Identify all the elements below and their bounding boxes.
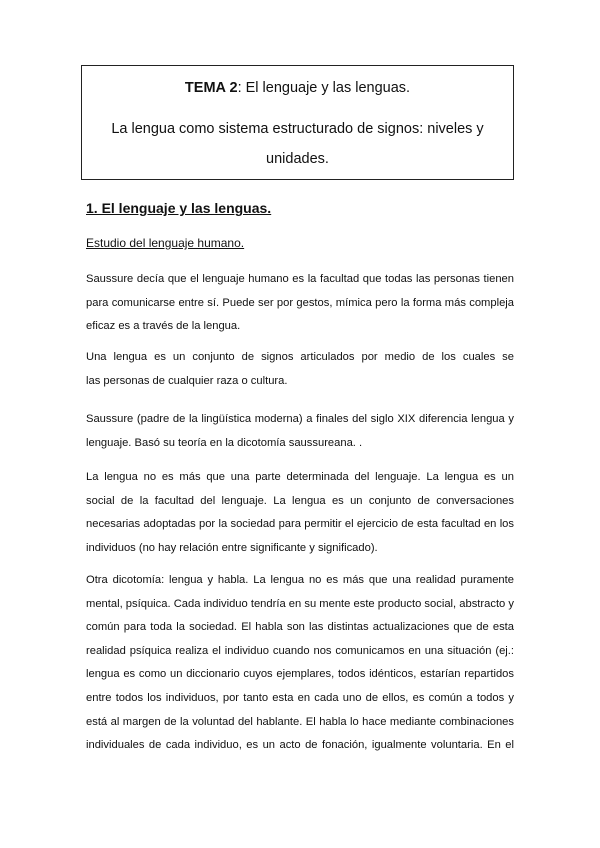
- paragraph-line: individuales de cada individuo, es un acto de fonación, igualmente voluntaria. En el: [86, 739, 514, 752]
- paragraph-3: [86, 408, 514, 455]
- title-subtitle: La lengua como sistema estructurado de signos: niveles y unidades.: [111, 121, 484, 167]
- subheading: Estudio del lenguaje humano.: [86, 236, 245, 250]
- paragraph-line: La lengua no es más que una parte determinada del lenguaje. La lengua es un: [86, 471, 514, 483]
- paragraph-line: lenguaje. Basó su teoría en la dicotomía saussureana. .: [86, 436, 363, 449]
- paragraph-line: lengua es como un diccionario cuyos ejemplares, todos idénticos, estarían repartidos: [86, 668, 514, 681]
- paragraph-line: está al margen de la voluntad del hablante. El habla lo hace mediante combinaciones: [86, 715, 514, 728]
- title-box: [81, 65, 514, 180]
- paragraph-line: necesarias adoptadas por la sociedad para permitir el ejercicio de esta facultad en los: [86, 518, 514, 531]
- paragraph-line: realidad psíquica realiza el individuo cuando nos comunicamos en una situación (ej.:: [86, 644, 514, 657]
- section-heading: 1. El lenguaje y las lenguas.: [86, 200, 272, 216]
- paragraph-line: mental, psíquica. Cada individuo tendría en su mente este producto social, abstracto y: [86, 597, 514, 610]
- paragraph-4: [86, 466, 514, 560]
- title-heading: [82, 79, 513, 98]
- paragraph-line: individuos (no hay relación entre significante y significado).: [86, 541, 378, 554]
- paragraph-line: Otra dicotomía: lengua y habla. La lengua no es más que una realidad puramente: [86, 574, 514, 586]
- paragraph-line: eficaz es a través de la lengua.: [86, 320, 241, 333]
- paragraph-line: para comunicarse entre sí. Puede ser por gestos, mímica pero la forma más compleja: [86, 296, 514, 309]
- paragraph-line: común para toda la sociedad. El habla son las distintas actualizaciones que de esta: [86, 621, 514, 634]
- title-label-bold: TEMA 2: [184, 80, 238, 96]
- paragraph-line: las personas de cualquier raza o cultura.: [86, 374, 288, 387]
- paragraph-5: [86, 569, 514, 758]
- title-label-rest: : El lenguaje y las lenguas.: [237, 80, 411, 96]
- paragraph-1: [86, 268, 514, 339]
- paragraph-line: entre todos los individuos, por tanto esta en cada uno de ellos, es común a todos y: [86, 691, 514, 704]
- paragraph-line: Saussure (padre de la lingüística moderna) a finales del siglo XIX diferencia lengua y: [86, 413, 514, 425]
- paragraph-2: [86, 346, 514, 393]
- paragraph-line: Saussure decía que el lenguaje humano es la facultad que todas las personas tienen: [86, 273, 514, 285]
- paragraph-line: social de la facultad del lenguaje. La lengua es un conjunto de conversaciones: [86, 494, 514, 507]
- paragraph-line: Una lengua es un conjunto de signos articulados por medio de los cuales se: [86, 351, 514, 363]
